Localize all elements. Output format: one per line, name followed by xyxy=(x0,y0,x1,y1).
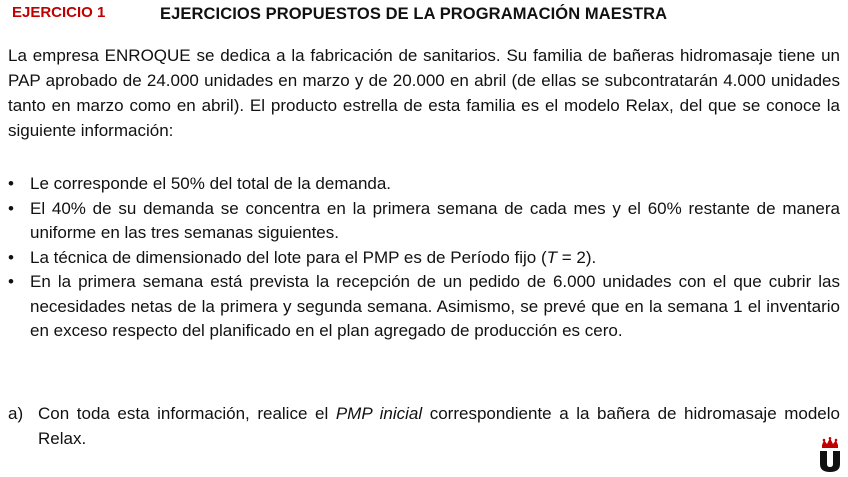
list-item-text: Le corresponde el 50% del total de la demanda. xyxy=(30,174,392,193)
university-logo-icon xyxy=(816,437,844,473)
intro-paragraph: La empresa ENROQUE se dedica a la fabricación de sanitarios. Su familia de bañeras hidromasaje tiene un PAP aprobado de 24.000 unidades en marzo y de 20.000 en abril (de ellas se subcontratarán 4.000 unidades tanto en marzo como en abril). El producto estrella de esta familia es el modelo Relax, del que se conoce la siguiente información: xyxy=(8,46,840,140)
list-item xyxy=(8,172,840,197)
question-text-part: correspondiente a la bañera de hidromasaje modelo Relax. xyxy=(38,404,840,448)
list-item xyxy=(8,270,840,344)
question-a xyxy=(8,401,840,451)
question-marker: a) xyxy=(8,404,24,423)
info-list xyxy=(8,172,840,344)
list-item xyxy=(8,197,840,246)
list-item-text: La técnica de dimensionado del lote para el PMP es de Período fijo ( xyxy=(30,247,547,267)
list-item xyxy=(8,246,840,271)
list-item-text: En la primera semana está prevista la recepción de un pedido de 6.000 unidades con el que cubrir las necesidades netas de la primera y segunda semana. Asimismo, se prevé que en la semana 1 el inventario en exceso respecto del planificado en el plan agregado de producción es cero. xyxy=(30,272,840,340)
question-text xyxy=(8,401,840,451)
exercise-tag: EJERCICIO 1 xyxy=(12,4,106,21)
question-emphasis: PMP inicial xyxy=(335,404,423,423)
question-text-part: Con toda esta información, realice el xyxy=(38,404,336,423)
variable-t: T xyxy=(546,247,558,267)
page-title: EJERCICIOS PROPUESTOS DE LA PROGRAMACIÓN MAESTRA xyxy=(160,5,668,23)
list-item-text: = 2). xyxy=(557,247,597,267)
list-item-text: El 40% de su demanda se concentra en la primera semana de cada mes y el 60% restante de manera uniforme en las tres semanas siguientes. xyxy=(30,198,840,242)
